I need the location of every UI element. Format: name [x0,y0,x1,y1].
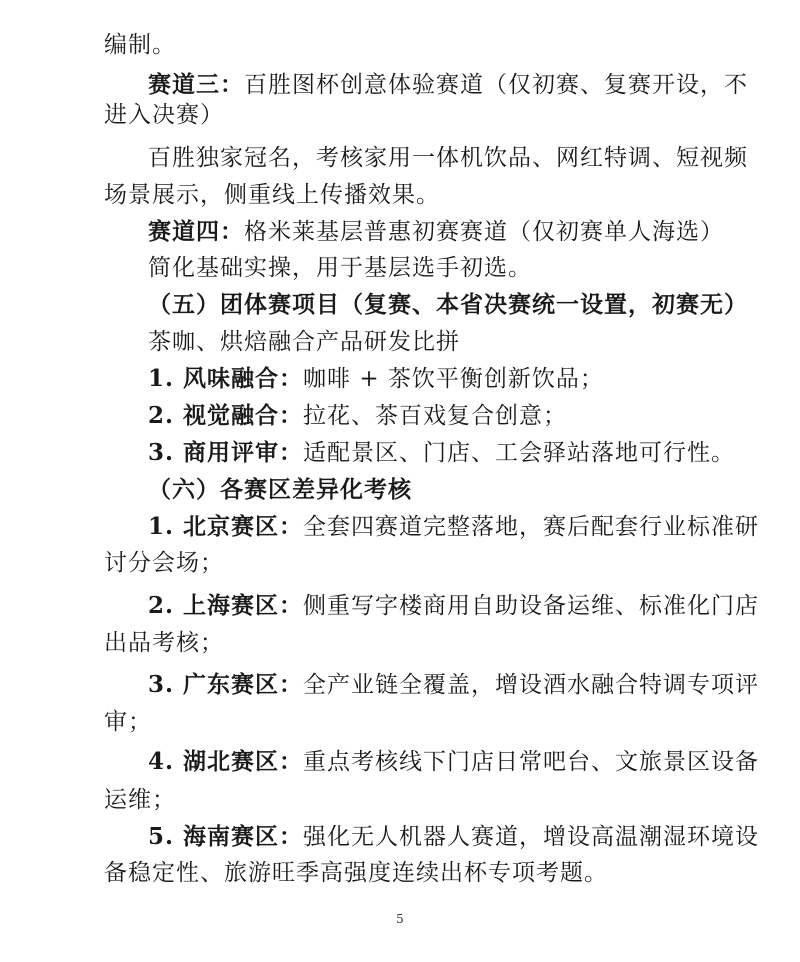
text-line: 进入决赛） [104,102,224,128]
list-item: 1. 北京赛区：全套四赛道完整落地，赛后配套行业标准研 [148,513,760,540]
track-label: 赛道四： [148,218,244,245]
text-line: 审； [104,709,152,735]
page-number: 5 [396,912,404,926]
text-line: 备稳定性、旅游旺季高强度连续出杯专项考题。 [104,860,608,886]
text-line: 简化基础实操，用于基层选手初选。 [148,255,532,281]
list-item: 2. 视觉融合：拉花、茶百戏复合创意； [148,402,568,429]
item-label: 2. 上海赛区： [148,592,304,619]
item-label: 2. 视觉融合： [148,402,304,429]
item-label: 1. 风味融合： [148,365,304,392]
section-heading-five: （五）团体赛项目（复赛、本省决赛统一设置，初赛无） [148,291,748,318]
list-item: 4. 湖北赛区：重点考核线下门店日常吧台、文旅景区设备 [148,748,760,775]
text-line: 茶咖、烘焙融合产品研发比拼 [148,329,460,355]
list-item: 3. 商用评审：适配景区、门店、工会驿站落地可行性。 [148,439,736,466]
text-line: 百胜独家冠名，考核家用一体机饮品、网红特调、短视频 [148,145,748,171]
list-item: 1. 风味融合：咖啡 + 茶饮平衡创新饮品； [148,365,604,392]
list-item: 5. 海南赛区：强化无人机器人赛道，增设高温潮湿环境设 [148,823,760,850]
section-heading-six: （六）各赛区差异化考核 [148,476,412,503]
item-label: 3. 商用评审： [148,439,304,466]
text-line: 编制。 [104,32,176,58]
text-line: 讨分会场； [104,550,224,576]
track-three-heading: 赛道三：百胜图杯创意体验赛道（仅初赛、复赛开设，不 [148,71,748,98]
item-label: 5. 海南赛区： [148,823,304,850]
track-four-heading: 赛道四：格米莱基层普惠初赛赛道（仅初赛单人海选） [148,218,724,245]
text-line: 场景展示，侧重线上传播效果。 [104,182,440,208]
item-label: 4. 湖北赛区： [148,748,304,775]
text-line: 运维； [104,787,176,813]
item-label: 3. 广东赛区： [148,671,304,698]
item-label: 1. 北京赛区： [148,513,304,540]
track-label: 赛道三： [148,71,244,98]
text-line: 出品考核； [104,630,224,656]
list-item: 3. 广东赛区：全产业链全覆盖，增设酒水融合特调专项评 [148,671,760,698]
list-item: 2. 上海赛区：侧重写字楼商用自助设备运维、标准化门店 [148,592,760,619]
